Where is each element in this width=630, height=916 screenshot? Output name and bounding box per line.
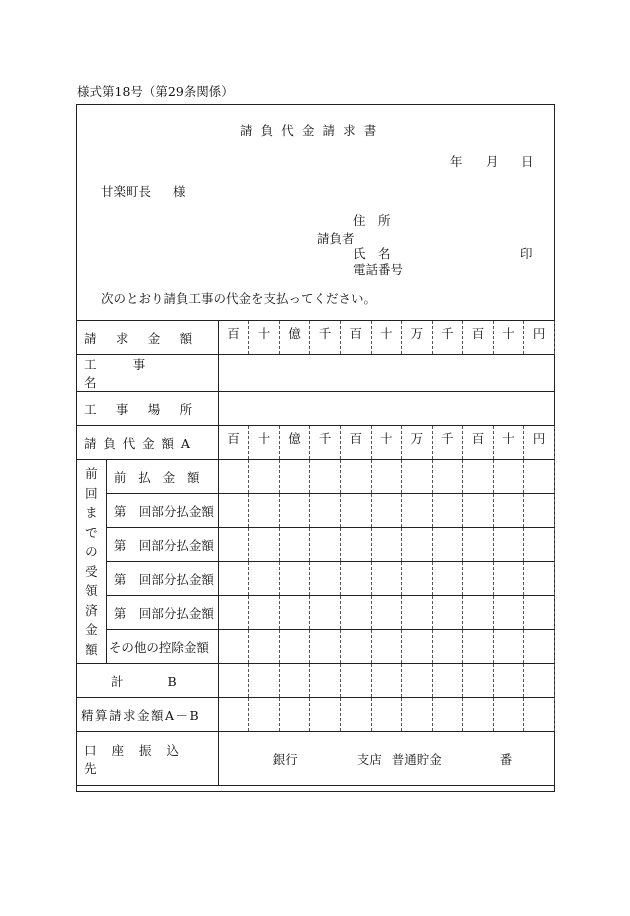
other-deduction-label: その他の控除金額 <box>106 630 218 664</box>
claimant-label: 請負者 <box>317 231 355 246</box>
advance-payment-row <box>77 460 555 494</box>
digit-cell[interactable]: 十 <box>249 321 280 355</box>
digit-cell[interactable]: 千 <box>432 426 463 460</box>
amount-table <box>76 320 555 786</box>
digit-cell[interactable]: 百 <box>463 426 494 460</box>
work-place-field[interactable] <box>218 392 554 426</box>
digit-cell[interactable]: 百 <box>218 426 249 460</box>
deposit-type-label: 普通貯金 <box>391 751 442 767</box>
other-deduction-row <box>77 630 555 664</box>
partial-payment-row <box>77 528 555 562</box>
digit-cell[interactable]: 万 <box>402 321 433 355</box>
bank-account-field[interactable] <box>218 732 554 786</box>
work-place-label: 工事場所 <box>77 392 219 426</box>
digit-cell[interactable]: 億 <box>279 321 310 355</box>
partial-payment-row <box>77 596 555 630</box>
total-row <box>77 664 555 698</box>
partial-payment-label: 第 回部分払金額 <box>106 562 218 596</box>
partial-payment-row <box>77 562 555 596</box>
total-label: 計 B <box>77 664 219 698</box>
request-statement: 次のとおり請負工事の代金を支払ってください。 <box>101 291 377 306</box>
phone-label: 電話番号 <box>353 262 404 277</box>
bank-account-label: 口座振込先 <box>77 732 219 786</box>
date-year-label: 年 <box>450 154 463 169</box>
digit-cell[interactable]: 円 <box>524 321 555 355</box>
digit-cell[interactable]: 百 <box>340 426 371 460</box>
digit-cell[interactable]: 百 <box>218 321 249 355</box>
work-name-label: 工事名 <box>77 355 219 392</box>
settlement-row <box>77 698 555 732</box>
contract-amount-row <box>77 426 555 460</box>
account-number-suffix: 番 <box>499 751 513 767</box>
date-month-label: 月 <box>486 154 499 169</box>
digit-cell[interactable]: 十 <box>249 426 280 460</box>
work-name-row <box>77 355 555 392</box>
digit-cell[interactable]: 千 <box>310 426 341 460</box>
claim-amount-label <box>77 321 219 355</box>
addressee-honorific: 様 <box>173 184 186 199</box>
digit-cell[interactable]: 千 <box>432 321 463 355</box>
partial-payment-label: 第 回部分払金額 <box>106 596 218 630</box>
digit-cell[interactable]: 十 <box>493 426 524 460</box>
work-place-row <box>77 392 555 426</box>
partial-payment-label: 第 回部分払金額 <box>106 528 218 562</box>
settlement-label: 精算請求金額A－B <box>77 698 219 732</box>
bank-label: 銀行 <box>272 751 298 767</box>
digit-cell[interactable]: 百 <box>463 321 494 355</box>
digit-cell[interactable]: 円 <box>524 426 555 460</box>
contract-amount-label: 請負代金額A <box>77 426 219 460</box>
work-name-field[interactable] <box>218 355 554 392</box>
branch-label: 支店 <box>356 751 382 767</box>
digit-cell[interactable]: 十 <box>493 321 524 355</box>
digit-cell[interactable]: 百 <box>340 321 371 355</box>
digit-cell[interactable]: 億 <box>279 426 310 460</box>
date-day-label: 日 <box>521 154 534 169</box>
digit-cell[interactable]: 万 <box>402 426 433 460</box>
digit-cell[interactable]: 十 <box>371 321 402 355</box>
form-frame <box>76 104 555 792</box>
addressee: 甘楽町長 <box>101 184 152 199</box>
digit-cell[interactable]: 十 <box>371 426 402 460</box>
advance-payment-label: 前払金額 <box>106 460 218 494</box>
digit-cell[interactable]: 千 <box>310 321 341 355</box>
form-header <box>77 105 554 320</box>
bank-account-row <box>77 732 555 786</box>
form-number: 様式第18号（第29条関係） <box>77 84 234 99</box>
claim-amount-text: 請求金額 <box>84 330 212 346</box>
received-amount-side-label: 前 回 ま で の 受 領 済 金 額 <box>77 460 107 664</box>
partial-payment-label: 第 回部分払金額 <box>106 494 218 528</box>
claim-amount-row <box>77 321 555 355</box>
name-label: 氏 名 <box>353 246 391 261</box>
partial-payment-row <box>77 494 555 528</box>
seal-mark: 印 <box>520 246 533 261</box>
form-title: 請負代金請求書 <box>240 123 385 138</box>
address-label: 住 所 <box>353 213 391 228</box>
